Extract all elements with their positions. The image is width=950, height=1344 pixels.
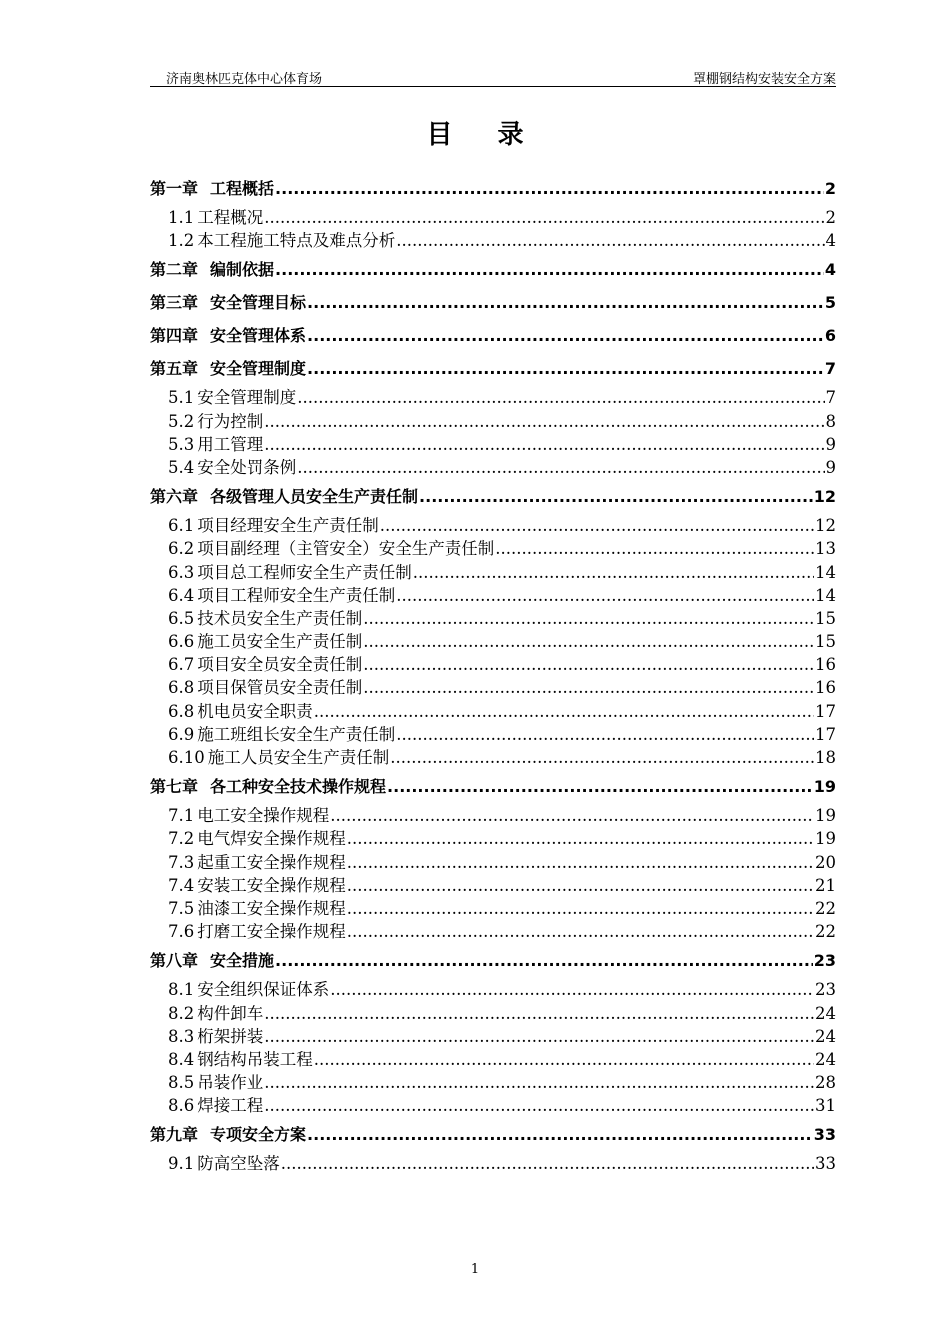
toc-entry-label [168,653,362,676]
toc-dot-leader [275,253,824,286]
toc-entry-number: 7.2 [168,829,195,849]
toc-entry-text: 钢结构吊装工程 [197,1049,313,1069]
toc-section-entry[interactable] [150,607,836,630]
toc-dot-leader [330,978,814,1001]
toc-dot-leader [363,676,814,699]
toc-entry-text: 油漆工安全操作规程 [197,898,346,918]
toc-entry-text: 项目工程师安全生产责任制 [197,585,396,605]
toc-entry-number: 6.8 [168,701,195,721]
toc-section-entry[interactable] [150,920,836,943]
toc-entry-number: 6.5 [168,608,195,628]
toc-dot-leader [363,630,814,653]
toc-dot-leader [347,827,814,850]
toc-dot-leader [275,172,824,205]
toc-entry-page: 7 [824,359,836,379]
toc-entry-number: 第九章 [150,1125,199,1145]
toc-section-entry[interactable] [150,229,836,252]
toc-entry-label [168,874,346,897]
toc-entry-number: 第四章 [150,326,199,346]
toc-entry-page: 13 [815,539,836,559]
toc-entry-page: 24 [815,1003,836,1023]
toc-entry-label [168,1094,263,1117]
toc-dot-leader [264,1094,814,1117]
toc-entry-text: 项目副经理（主管安全）安全生产责任制 [197,539,495,559]
toc-entry-number: 6.2 [168,539,195,559]
toc-entry-number: 6.6 [168,632,195,652]
toc-entry-text: 施工人员安全生产责任制 [207,748,390,767]
toc-entry-number: 第三章 [150,293,199,313]
toc-entry-label [150,253,274,286]
toc-entry-number: 5.1 [168,388,195,408]
toc-entry-number: 6.8 [168,678,195,698]
toc-entry-number: 5.4 [168,457,195,477]
toc-entry-text: 项目保管员安全责任制 [197,678,363,698]
toc-entry-label [168,561,412,584]
toc-section-entry[interactable] [150,700,836,723]
toc-entry-number: 第六章 [150,487,199,507]
toc-entry-text: 施工班组长安全生产责任制 [197,724,396,744]
toc-dot-leader [264,1025,814,1048]
toc-entry-text: 打磨工安全操作规程 [197,922,346,942]
toc-dot-leader [307,352,824,385]
toc-dot-leader [297,456,824,479]
toc-dot-leader [347,874,814,897]
toc-section-entry[interactable] [150,851,836,874]
table-of-contents [150,172,836,1176]
toc-entry-page: 5 [824,293,836,313]
toc-entry-label [168,229,395,252]
toc-entry-number: 7.6 [168,922,195,942]
toc-entry-text: 专项安全方案 [210,1125,307,1145]
toc-section-entry[interactable] [150,874,836,897]
toc-entry-number: 6.1 [168,516,195,536]
toc-dot-leader [307,319,824,352]
toc-entry-label [168,206,263,229]
toc-dot-leader [297,386,824,409]
toc-entry-text: 安全组织保证体系 [197,980,330,1000]
toc-entry-label [150,480,418,513]
toc-entry-label [150,352,306,385]
toc-entry-page: 31 [815,1096,836,1116]
toc-entry-number: 第七章 [150,777,199,797]
toc-entry-label [168,584,395,607]
toc-dot-leader [307,286,824,319]
toc-entry-number: 第八章 [150,951,199,971]
toc-entry-page: 19 [815,806,836,826]
toc-dot-leader [264,410,824,433]
toc-section-entry[interactable] [150,1002,836,1025]
toc-dot-leader [330,804,814,827]
toc-entry-label [168,700,313,723]
toc-section-entry[interactable] [150,653,836,676]
toc-section-entry[interactable] [150,1025,836,1048]
toc-entry-label [168,410,263,433]
toc-entry-label [150,286,306,319]
toc-dot-leader [396,723,814,746]
toc-entry-text: 防高空坠落 [197,1154,280,1174]
toc-entry-page: 8 [825,411,836,431]
toc-entry-number: 9.1 [168,1154,195,1174]
toc-entry-number: 8.4 [168,1049,195,1069]
toc-dot-leader [390,746,814,769]
toc-entry-page: 2 [824,179,836,198]
toc-section-entry[interactable] [150,804,836,827]
toc-entry-text: 吊装作业 [197,1073,264,1093]
toc-section-entry[interactable] [150,1071,836,1094]
toc-entry-number: 7.3 [168,852,195,872]
toc-entry-label [150,172,274,205]
toc-entry-number: 8.6 [168,1096,195,1116]
toc-dot-leader [264,206,824,229]
toc-dot-leader [495,537,814,560]
toc-dot-leader [413,561,814,584]
toc-entry-label [150,319,306,352]
toc-entry-text: 电工安全操作规程 [197,806,330,826]
toc-entry-page: 12 [815,516,836,536]
toc-entry-text: 机电员安全职责 [197,701,313,721]
toc-dot-leader [419,480,813,513]
toc-entry-text: 安全管理制度 [197,388,297,408]
toc-entry-label [168,978,329,1001]
toc-dot-leader [387,770,813,803]
toc-entry-page: 7 [825,388,836,408]
toc-entry-page: 17 [815,724,836,744]
toc-entry-number: 7.5 [168,898,195,918]
toc-entry-number: 6.7 [168,655,195,675]
toc-entry-text: 本工程施工特点及难点分析 [197,231,396,251]
toc-dot-leader [264,433,824,456]
toc-section-entry[interactable] [150,1152,836,1175]
toc-dot-leader [347,851,814,874]
toc-entry-label [168,676,362,699]
toc-section-entry[interactable] [150,897,836,920]
toc-entry-label [168,1071,263,1094]
toc-entry-page: 2 [825,208,836,227]
toc-section-entry[interactable] [150,978,836,1001]
toc-entry-label [168,746,389,769]
toc-dot-leader [347,897,814,920]
toc-entry-text: 构件卸车 [197,1003,264,1023]
toc-entry-number: 6.10 [168,748,205,767]
toc-dot-leader [264,1002,814,1025]
toc-entry-number: 6.3 [168,562,195,582]
toc-entry-text: 安全管理体系 [210,326,307,346]
toc-entry-label [168,433,263,456]
toc-dot-leader [307,1118,813,1151]
toc-entry-page: 18 [815,748,836,767]
toc-dot-leader [275,944,813,977]
toc-entry-label [168,456,296,479]
toc-entry-page: 14 [815,562,836,582]
toc-entry-page: 6 [824,326,836,346]
toc-entry-page: 33 [813,1125,836,1145]
toc-entry-label [168,630,362,653]
toc-section-entry[interactable] [150,584,836,607]
toc-title: 目 录 [426,120,542,150]
toc-entry-page: 28 [815,1073,836,1093]
toc-section-entry[interactable] [150,456,836,479]
toc-section-entry[interactable] [150,433,836,456]
toc-chapter-entry[interactable] [150,319,836,352]
toc-dot-leader [363,653,814,676]
toc-section-entry[interactable] [150,827,836,850]
toc-entry-page: 15 [815,608,836,628]
toc-entry-label [150,1118,306,1151]
toc-entry-text: 安全措施 [210,951,275,971]
toc-entry-number: 1.1 [168,208,195,227]
toc-entry-page: 20 [815,852,836,872]
toc-section-entry[interactable] [150,746,836,769]
toc-entry-number: 8.3 [168,1026,195,1046]
toc-section-entry[interactable] [150,514,836,537]
toc-section-entry[interactable] [150,410,836,433]
toc-entry-page: 22 [815,898,836,918]
toc-dot-leader [264,1071,814,1094]
toc-entry-text: 项目安全员安全责任制 [197,655,363,675]
toc-entry-label [168,1152,280,1175]
toc-entry-page: 19 [813,777,836,797]
toc-entry-label [168,897,346,920]
toc-entry-text: 施工员安全生产责任制 [197,632,363,652]
toc-entry-page: 9 [825,457,836,477]
toc-entry-number: 8.1 [168,980,195,1000]
toc-dot-leader [363,607,814,630]
toc-entry-number: 5.2 [168,411,195,431]
toc-entry-page: 19 [815,829,836,849]
toc-entry-label [168,804,329,827]
toc-dot-leader [380,514,814,537]
toc-entry-number: 6.4 [168,585,195,605]
header-project-name: 济南奥林匹克体中心体育场 [166,72,323,87]
toc-entry-page: 4 [825,231,836,251]
toc-entry-label [168,827,346,850]
toc-entry-page: 22 [815,922,836,942]
toc-entry-text: 各级管理人员安全生产责任制 [210,487,419,507]
toc-entry-page: 9 [825,434,836,454]
toc-entry-page: 16 [815,678,836,698]
toc-entry-label [168,514,379,537]
toc-entry-page: 23 [815,980,836,1000]
toc-chapter-entry[interactable] [150,352,836,385]
toc-chapter-entry[interactable] [150,286,836,319]
toc-entry-text: 技术员安全生产责任制 [197,608,363,628]
toc-section-entry[interactable] [150,1094,836,1117]
toc-entry-label [150,944,274,977]
toc-entry-text: 桁架拼装 [197,1026,264,1046]
toc-section-entry[interactable] [150,386,836,409]
toc-entry-number: 8.2 [168,1003,195,1023]
toc-entry-text: 安全处罚条例 [197,457,297,477]
toc-entry-text: 各工种安全技术操作规程 [210,777,387,797]
toc-dot-leader [347,920,814,943]
toc-entry-number: 7.1 [168,806,195,826]
toc-entry-number: 1.2 [168,231,195,251]
toc-entry-text: 安全管理制度 [210,359,307,379]
toc-entry-label [168,386,296,409]
toc-entry-text: 工程概况 [197,208,264,227]
toc-section-entry[interactable] [150,1048,836,1071]
toc-dot-leader [314,700,814,723]
toc-entry-text: 工程概括 [210,179,275,198]
toc-entry-label [168,1025,263,1048]
toc-chapter-entry[interactable] [150,480,836,513]
toc-entry-page: 17 [815,701,836,721]
toc-entry-text: 电气焊安全操作规程 [197,829,346,849]
toc-entry-page: 33 [815,1154,836,1174]
toc-entry-number: 第一章 [150,179,199,198]
toc-entry-text: 用工管理 [197,434,264,454]
toc-entry-label [168,723,395,746]
toc-section-entry[interactable] [150,630,836,653]
toc-entry-number: 8.5 [168,1073,195,1093]
toc-entry-label [168,607,362,630]
toc-dot-leader [396,229,824,252]
toc-entry-number: 7.4 [168,875,195,895]
toc-entry-page: 12 [813,487,836,507]
toc-entry-page: 21 [815,875,836,895]
toc-entry-number: 第二章 [150,260,199,280]
toc-entry-label [168,1048,313,1071]
header-document-name: 罩棚钢结构安装安全方案 [692,72,836,87]
toc-entry-number: 第五章 [150,359,199,379]
toc-entry-text: 编制依据 [210,260,275,280]
toc-chapter-entry[interactable] [150,253,836,286]
toc-entry-page: 16 [815,655,836,675]
toc-entry-number: 6.9 [168,724,195,744]
toc-entry-text: 项目总工程师安全生产责任制 [197,562,412,582]
toc-dot-leader [396,584,814,607]
toc-dot-leader [314,1048,814,1071]
toc-chapter-entry[interactable] [150,172,836,205]
toc-entry-label [168,537,494,560]
toc-entry-page: 14 [815,585,836,605]
toc-entry-page: 4 [824,260,836,280]
toc-entry-text: 焊接工程 [197,1096,264,1116]
toc-entry-page: 24 [815,1026,836,1046]
toc-entry-number: 5.3 [168,434,195,454]
toc-entry-label [168,851,346,874]
toc-entry-text: 起重工安全操作规程 [197,852,346,872]
toc-section-entry[interactable] [150,561,836,584]
toc-chapter-entry[interactable] [150,944,836,977]
toc-section-entry[interactable] [150,676,836,699]
toc-entry-text: 行为控制 [197,411,264,431]
toc-entry-label [168,920,346,943]
toc-section-entry[interactable] [150,206,836,229]
toc-section-entry[interactable] [150,537,836,560]
toc-entry-label [150,770,386,803]
toc-entry-label [168,1002,263,1025]
page-header [150,64,836,87]
toc-entry-page: 24 [815,1049,836,1069]
toc-dot-leader [281,1152,814,1175]
toc-chapter-entry[interactable] [150,1118,836,1151]
toc-entry-text: 安全管理目标 [210,293,307,313]
page-number: 1 [470,1262,480,1277]
toc-entry-page: 23 [813,951,836,971]
toc-chapter-entry[interactable] [150,770,836,803]
toc-entry-text: 安装工安全操作规程 [197,875,346,895]
toc-entry-text: 项目经理安全生产责任制 [197,516,379,536]
toc-section-entry[interactable] [150,723,836,746]
toc-entry-page: 15 [815,632,836,652]
